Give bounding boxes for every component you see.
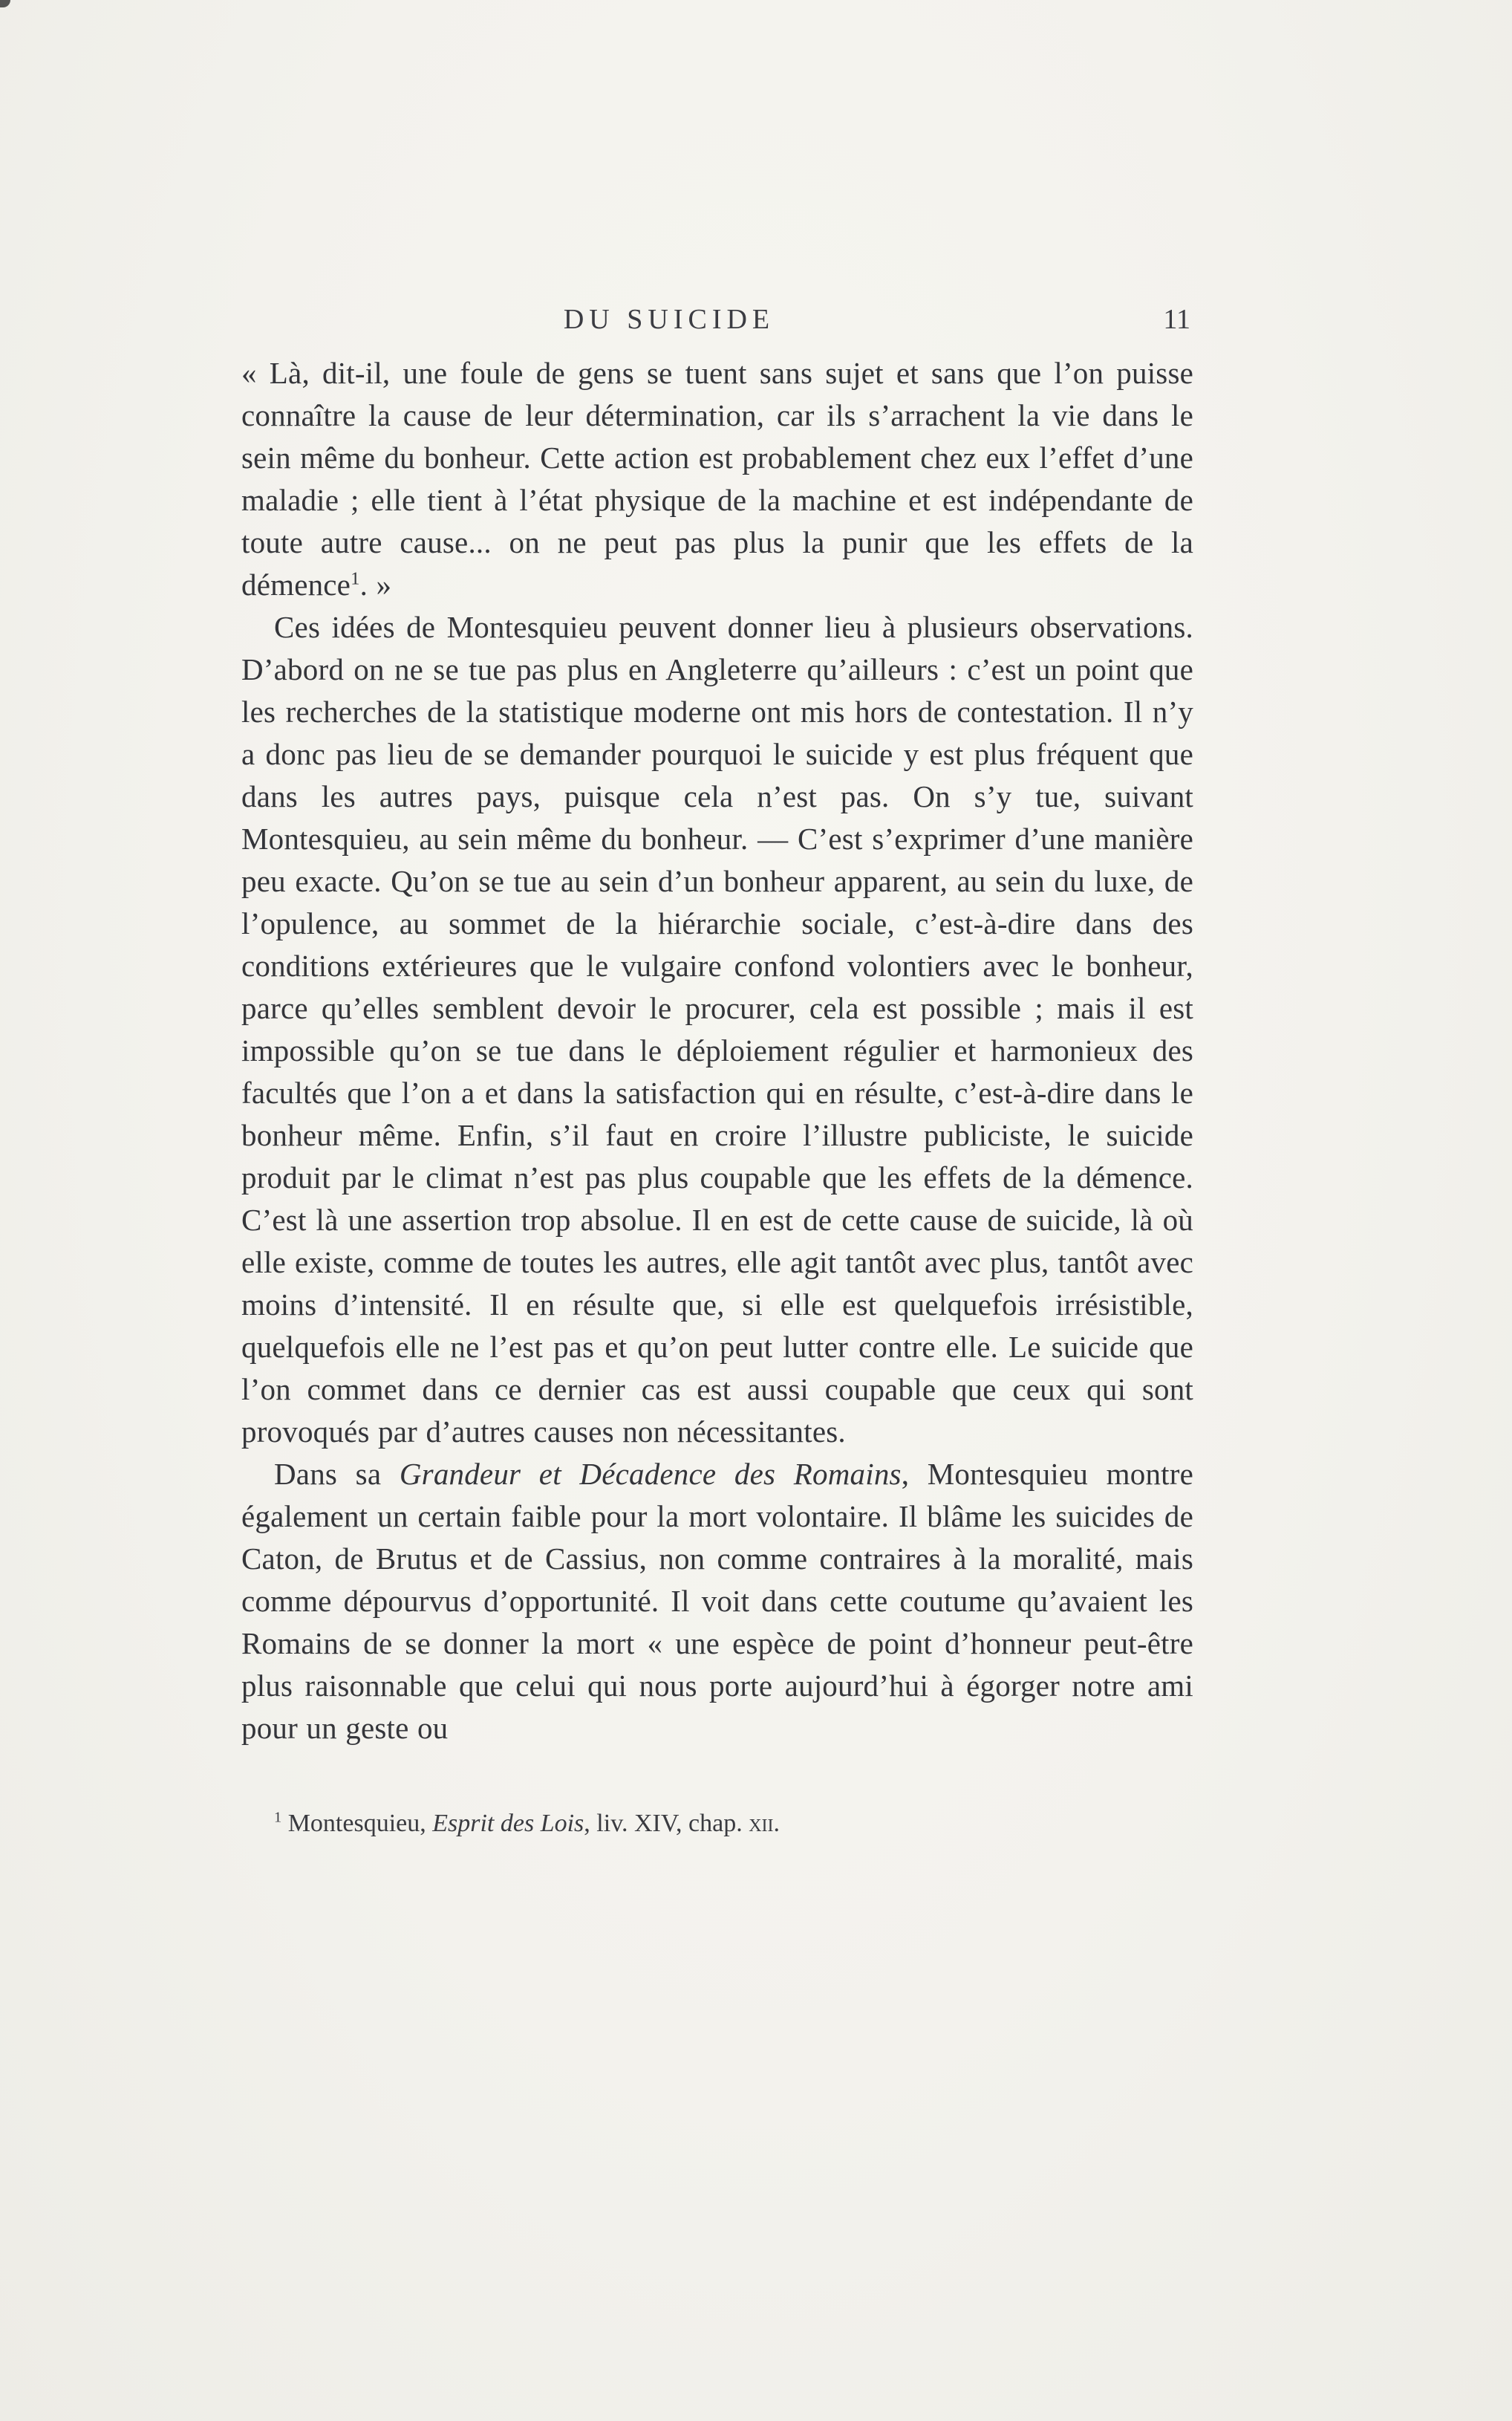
page-header	[241, 303, 1193, 346]
footnote-reference-detail: , liv. XIV, chap.	[584, 1810, 749, 1837]
scan-corner-mark	[0, 0, 10, 7]
footnote-author: Montesquieu,	[281, 1810, 433, 1837]
paragraph-quote-close: . »	[359, 568, 392, 602]
footnote-reference: 1	[351, 568, 360, 589]
book-title-esprit-des-lois: Esprit des Lois	[432, 1810, 584, 1837]
paragraph-commentary	[241, 606, 1193, 1453]
book-page	[241, 303, 1193, 1840]
footnote	[241, 1807, 1193, 1840]
paragraph-quote-text: « Là, dit-il, une foule de gens se tuent sans sujet et sans que l’on puisse connaître la cause de leur détermination, car ils s’arrachent la vie dans le sein même du bonheur. Cette action est probablement chez eux l’effet d’une maladie ; elle tient à l’état physique de la machine et est indépendante de toute autre cause... on ne peut pas plus la punir que les effets de la démence	[241, 356, 1193, 602]
body-text	[241, 352, 1193, 1749]
paragraph-romains-rest: , Montesquieu montre également un certain faible pour la mort volontaire. Il blâme les suicides de Caton, de Brutus et de Cassius, non comme contraires à la moralité, mais comme dépourvus d’opportunité. Il voit dans cette coutume qu’avaient les Romains de se donner la mort « une espèce de point d’honneur peut-être plus raisonnable que celui qui nous porte aujourd’hui à égorger notre ami pour un geste ou	[241, 1457, 1193, 1745]
paragraph-quote	[241, 352, 1193, 606]
page-title: DU SUICIDE	[563, 304, 775, 335]
paragraph-commentary-text: Ces idées de Montesquieu peuvent donner lieu à plusieurs observations. D’abord on ne se tue pas plus en Angleterre qu’ailleurs : c’est un point que les recherches de la statistique moderne ont mis hors de contestation. Il n’y a donc pas lieu de se demander pourquoi le suicide y est plus fréquent que dans les autres pays, puisque cela n’est pas. On s’y tue, suivant Montesquieu, au sein même du bonheur. — C’est s’exprimer d’une manière peu exacte. Qu’on se tue au sein d’un bonheur apparent, au sein du luxe, de l’opulence, au sommet de la hiérarchie sociale, c’est-à-dire dans des conditions extérieures que le vulgaire confond volontiers avec le bonheur, parce qu’elles semblent devoir le procurer, cela est possible ; mais il est impossible qu’on se tue dans le déploiement régulier et harmonieux des facultés que l’on a et dans la satisfaction qui en résulte, c’est-à-dire dans le bonheur même. Enfin, s’il faut en croire l’illustre publiciste, le suicide produit par le climat n’est pas plus coupable que les effets de la démence. C’est là une assertion trop absolue. Il en est de cette cause de suicide, là où elle existe, comme de toutes les autres, elle agit tantôt avec plus, tantôt avec moins d’intensité. Il en résulte que, si elle est quelquefois irrésistible, quelquefois elle ne l’est pas et qu’on peut lutter contre elle. Le suicide que l’on commet dans ce dernier cas est aussi coupable que ceux qui sont provoqués par d’autres causes non nécessitantes.	[241, 610, 1193, 1449]
footnote-chapter-numeral: xii	[749, 1810, 774, 1837]
book-title-grandeur-et-decadence: Grandeur et Décadence des Romains	[399, 1457, 902, 1491]
page-number: 11	[1163, 304, 1190, 335]
paragraph-romains-lead: Dans sa	[274, 1457, 400, 1491]
footnote-marker: 1	[274, 1809, 282, 1826]
paragraph-romains	[241, 1453, 1193, 1749]
footnote-end: .	[773, 1810, 781, 1837]
